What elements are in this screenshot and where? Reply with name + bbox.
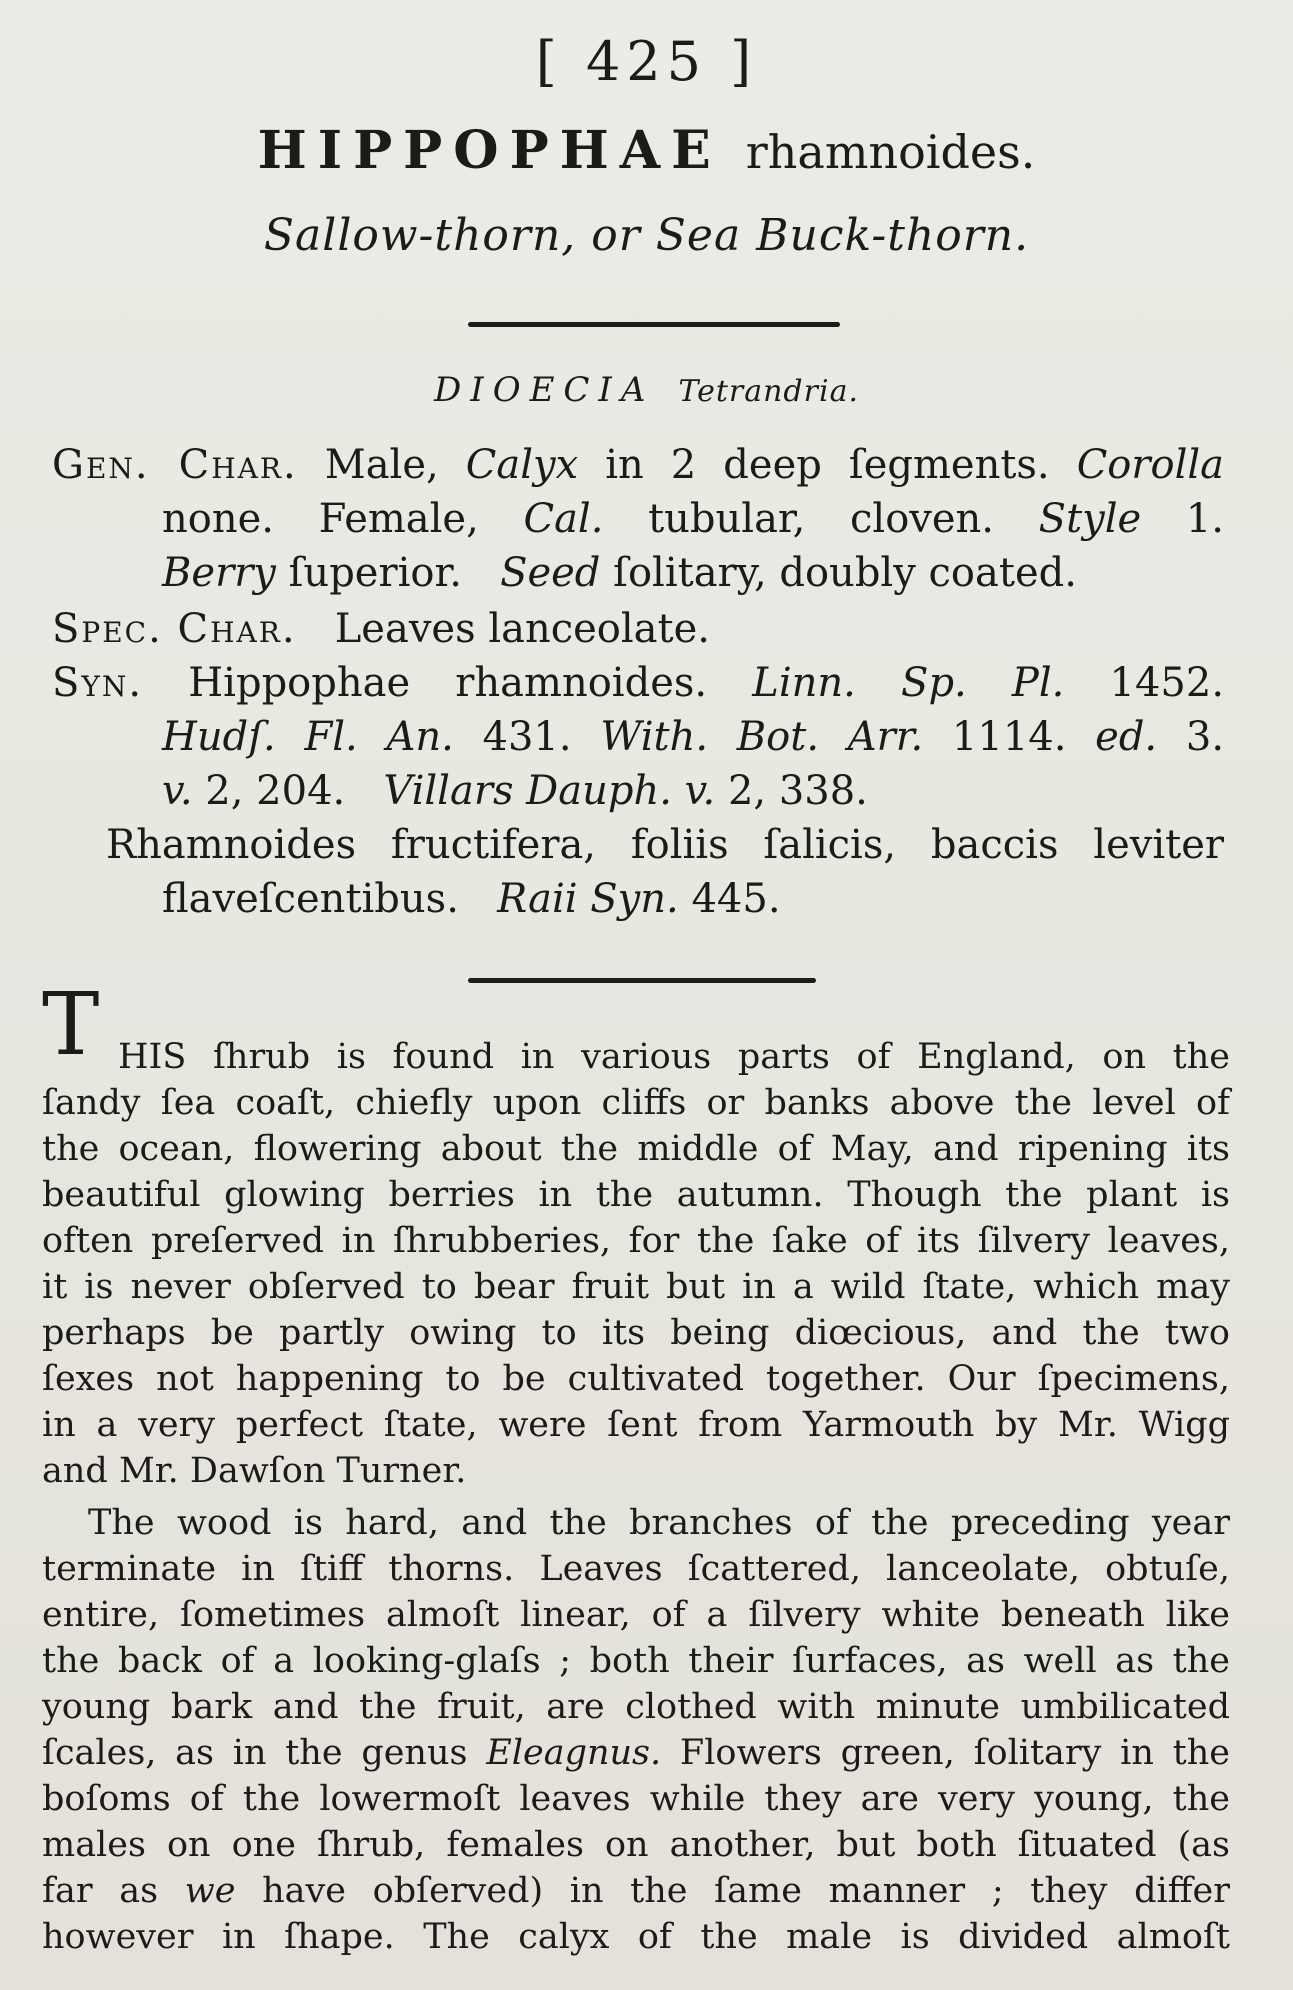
body-line: in a very perfect ſtate, were ſent from Yarmouth by Mr. Wigg	[42, 1405, 1230, 1445]
spec-char-line: Spec. Char. Leaves lanceolate.	[52, 606, 710, 652]
classification	[0, 370, 1293, 410]
class-name: DIOECIA	[434, 370, 655, 410]
body-line: entire, ſometimes almoſt linear, of a ſilvery white beneath like	[42, 1595, 1230, 1635]
syn-line-4: Rhamnoides fructifera, foliis ſalicis, baccis leviter	[106, 822, 1224, 868]
body-line: ſcales, as in the genus Eleagnus. Flowers green, ſolitary in the	[42, 1733, 1230, 1773]
body-line: the back of a looking-glaſs ; both their ſurfaces, as well as the	[42, 1641, 1230, 1681]
body-line: the ocean, flowering about the middle of May, and ripening its	[42, 1129, 1230, 1169]
body-line: it is never obſerved to bear fruit but in a wild ſtate, which may	[42, 1267, 1230, 1307]
genus-name: HIPPOPHAE	[257, 120, 722, 181]
gen-char-line-2: none. Female, Cal. tubular, cloven. Style 1.	[162, 496, 1225, 542]
body-line: ſexes not happening to be cultivated together. Our ſpecimens,	[42, 1359, 1230, 1399]
spec-char-label: Spec. Char.	[52, 606, 297, 652]
divider-middle	[468, 978, 816, 983]
body-line: terminate in ſtiff thorns. Leaves ſcattered, lanceolate, obtuſe,	[42, 1549, 1230, 1589]
syn-line-5: flaveſcentibus. Raii Syn. 445.	[162, 876, 781, 922]
gen-char-label: Gen. Char.	[52, 442, 298, 488]
syn-line-1: Syn. Hippophae rhamnoides. Linn. Sp. Pl. 1452.	[52, 660, 1225, 706]
body-line: males on one ſhrub, females on another, but both ſituated (as	[42, 1825, 1230, 1865]
syn-line-2: Hudſ. Fl. An. 431. With. Bot. Arr. 1114. ed. 3.	[162, 714, 1225, 760]
body-line: beautiful glowing berries in the autumn. Though the plant is	[42, 1175, 1230, 1215]
body-line: The wood is hard, and the branches of the preceding year	[88, 1503, 1230, 1543]
syn-label: Syn.	[52, 660, 144, 706]
gen-char-line-3: Berry ſuperior. Seed ſolitary, doubly coated.	[162, 550, 1077, 596]
body-line: often preſerved in ſhrubberies, for the ſake of its ſilvery leaves,	[42, 1221, 1230, 1261]
page-number: [ 425 ]	[535, 30, 758, 93]
body-line: HIS ſhrub is found in various parts of England, on the	[118, 1037, 1230, 1077]
body-line: and Mr. Dawſon Turner.	[42, 1451, 467, 1491]
order-name: Tetrandria.	[678, 374, 859, 409]
syn-line-3: v. 2, 204. Villars Dauph. v. 2, 338.	[162, 768, 868, 814]
body-line: perhaps be partly owing to its being diœcious, and the two	[42, 1313, 1230, 1353]
body-line: far as we have obſerved) in the ſame manner ; they differ	[42, 1871, 1230, 1911]
body-line: ſandy ſea coaſt, chiefly upon cliffs or banks above the level of	[42, 1083, 1230, 1123]
body-line: however in ſhape. The calyx of the male is divided almoſt	[42, 1917, 1230, 1957]
gen-char-line-1: Gen. Char. Male, Calyx in 2 deep ſegments. Corolla	[52, 442, 1225, 488]
common-name: Sallow-thorn, or Sea Buck-thorn.	[263, 210, 1030, 261]
body-line: boſoms of the lowermoſt leaves while they are very young, the	[42, 1779, 1230, 1819]
species-name: rhamnoides.	[745, 125, 1036, 179]
plant-title	[0, 120, 1293, 181]
body-line: young bark and the fruit, are clothed with minute umbilicated	[42, 1687, 1230, 1727]
divider-top	[468, 322, 840, 327]
drop-cap: T	[42, 975, 100, 1075]
